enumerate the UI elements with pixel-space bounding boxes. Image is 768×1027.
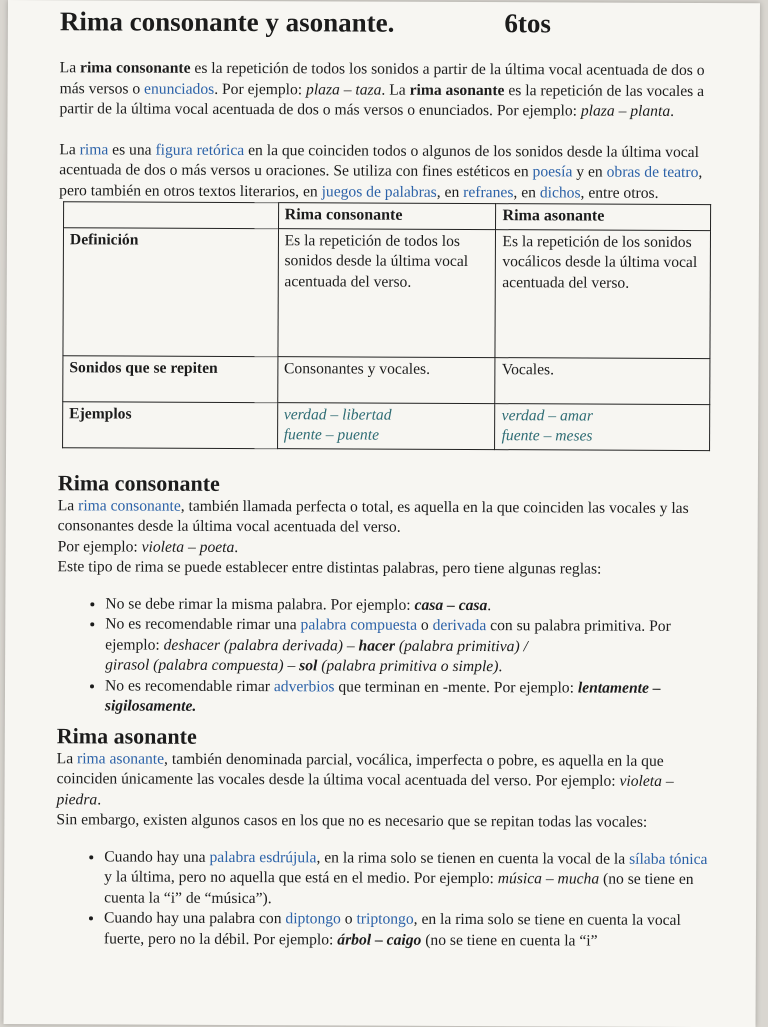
link-rima-asonante[interactable]: rima asonante <box>77 749 165 768</box>
text: y la última, pero no aquella que está en el medio. Por ejemplo: <box>104 868 498 888</box>
example-arbol-caigo: árbol – caigo <box>337 930 422 949</box>
text: Cuando hay una <box>104 847 210 866</box>
text: hacer <box>358 637 395 655</box>
list-item <box>105 594 717 617</box>
text: es la repetición de todos los sonidos a partir de la última vocal acentuada de dos o más versos o <box>59 59 705 98</box>
link-refranes[interactable]: refranes <box>463 183 514 201</box>
link-dichos[interactable]: dichos <box>539 183 581 201</box>
text: con su palabra primitiva. Por ejemplo: <box>105 617 671 654</box>
link-palabra-esdrujula[interactable]: palabra esdrújula <box>209 848 317 866</box>
text: , pero también en otros textos literarios, en <box>59 164 703 200</box>
page-title: Rima consonante y asonante. <box>59 6 395 38</box>
text: . La <box>381 81 410 99</box>
text: . <box>234 538 239 556</box>
asonante-paragraph <box>56 749 716 834</box>
link-triptongo[interactable]: triptongo <box>356 910 414 928</box>
example-violeta-piedra: violeta – piedra <box>56 772 674 808</box>
link-obras-de-teatro[interactable]: obras de teatro <box>606 163 699 182</box>
row-label: Ejemplos <box>63 401 278 448</box>
example-violeta-poeta: violeta – poeta <box>141 538 235 556</box>
text: (no se tiene en cuenta la “i” de “música”). <box>104 870 694 907</box>
document-content <box>56 6 720 952</box>
text: , en <box>513 183 540 201</box>
link-palabra-compuesta[interactable]: palabra compuesta <box>300 616 418 634</box>
text: La <box>56 749 78 767</box>
text: girasol <box>105 656 150 674</box>
example-link[interactable]: fuente – puente <box>283 426 380 444</box>
example-casa-casa: casa – casa <box>414 596 488 614</box>
text: o <box>416 616 433 634</box>
table-cell <box>495 403 710 450</box>
table-header-consonante: Rima consonante <box>278 203 496 229</box>
list-item <box>104 908 716 952</box>
text: No es recomendable rimar <box>104 676 274 695</box>
text: , entre otros. <box>580 184 659 202</box>
grade-label: 6tos <box>504 8 551 39</box>
example-link[interactable]: verdad – amar <box>501 406 593 425</box>
consonante-rules-list <box>57 594 718 720</box>
text: , en <box>436 183 464 201</box>
table-header-row <box>64 202 711 230</box>
table-cell: Consonantes y vocales. <box>277 356 495 403</box>
link-adverbios[interactable]: adverbios <box>273 677 335 695</box>
link-figura-retorica[interactable]: figura retórica <box>155 141 245 159</box>
text: (no se tiene en cuenta la “i” <box>421 931 598 950</box>
definition-paragraph <box>59 140 719 204</box>
text: . <box>97 790 102 808</box>
text: Por ejemplo: <box>57 537 142 556</box>
table-header-asonante: Rima asonante <box>496 204 711 230</box>
table-header-empty <box>64 202 279 228</box>
term-rima-asonante: rima asonante <box>409 81 505 99</box>
text: . Por ejemplo: <box>214 80 307 98</box>
row-label: Definición <box>63 227 278 356</box>
text: (palabra derivada) – <box>219 636 359 655</box>
table-cell <box>277 402 495 449</box>
example-lentamente: lentamente – sigilosamente. <box>104 678 661 715</box>
comparison-table <box>62 201 711 450</box>
text: deshacer <box>163 636 220 654</box>
list-item <box>105 614 717 678</box>
heading-rima-asonante: Rima asonante <box>56 722 197 749</box>
text: . <box>498 658 503 676</box>
text: La <box>59 59 81 77</box>
text: o <box>340 910 357 928</box>
text: en la que coinciden todos o algunos de los sonidos desde la última vocal acentuada de dos o más versos u oraciones. Se utiliza con fines estéticos en <box>59 141 700 181</box>
text: sol <box>299 657 318 675</box>
text: (palabra primitiva) / <box>394 637 528 655</box>
title-row <box>60 6 720 49</box>
text: es una <box>108 140 156 159</box>
table-row <box>63 227 711 358</box>
text: Cuando hay una palabra con <box>103 909 286 928</box>
text: , también llamada perfecta o total, es aquella en la que coinciden las vocales y las consonantes desde la última vocal acentuada del verso. <box>57 497 689 536</box>
text: (palabra primitiva o simple) <box>317 657 499 676</box>
text: que terminan en -mente. Por ejemplo: <box>334 677 578 696</box>
intro-paragraph <box>59 58 719 122</box>
text: . <box>487 596 492 614</box>
text: , también denominada parcial, vocálica, imperfecta o pobre, es aquella en la que coinciden únicamente las vocales desde la última vocal acentuada del verso. Por ejemplo: <box>56 750 664 790</box>
example-musica-mucha: música – mucha <box>497 870 600 888</box>
list-item <box>105 676 717 720</box>
asonante-rules-list <box>56 847 716 952</box>
text: es la repetición de las vocales a partir de la última vocal acentuada de dos o más versos o enunciados. Por ejemplo: <box>59 81 705 120</box>
text: , en la rima solo se tiene en cuenta la vocal fuerte, pero no la débil. Por ejemplo: <box>103 910 681 948</box>
link-enunciados[interactable]: enunciados <box>144 80 215 98</box>
link-silaba-tonica[interactable]: sílaba tónica <box>629 850 708 868</box>
row-label: Sonidos que se repiten <box>63 355 278 402</box>
list-item <box>104 847 716 911</box>
text: , en la rima solo se tienen en cuenta la vocal de la <box>316 848 630 868</box>
document-page <box>4 0 760 1027</box>
link-derivada[interactable]: derivada <box>432 616 487 635</box>
link-diptongo[interactable]: diptongo <box>285 910 341 928</box>
heading-rima-consonante: Rima consonante <box>57 469 220 496</box>
table-cell: Vocales. <box>495 357 710 404</box>
text: Este tipo de rima se puede establecer entre distintas palabras, pero tiene algunas reglas: <box>57 558 602 578</box>
text: La <box>57 496 79 514</box>
example-link[interactable]: verdad – libertad <box>283 405 392 424</box>
link-poesia[interactable]: poesía <box>532 163 573 181</box>
text: La <box>59 140 80 158</box>
text: Sin embargo, existen algunos casos en los que no es necesario que se repitan todas las vocales: <box>56 811 648 831</box>
table-row <box>63 355 710 404</box>
text: No se debe rimar la misma palabra. Por ejemplo: <box>105 594 415 614</box>
table-cell: Es la repetición de todos los sonidos desde la última vocal acentuada del verso. <box>278 228 496 357</box>
link-juegos-de-palabras[interactable]: juegos de palabras <box>321 182 437 201</box>
example-plaza-taza: plaza – taza <box>306 80 382 99</box>
text: No es recomendable rimar una <box>105 615 301 634</box>
text: . <box>670 102 675 120</box>
term-rima-consonante: rima consonante <box>80 59 191 77</box>
link-rima[interactable]: rima <box>79 140 109 158</box>
text: (palabra compuesta) – <box>149 656 300 675</box>
consonante-paragraph <box>57 496 717 581</box>
link-rima-consonante[interactable]: rima consonante <box>78 496 181 515</box>
table-row <box>63 401 710 450</box>
table-cell: Es la repetición de los sonidos vocálicos desde la última vocal acentuada del verso. <box>495 229 710 358</box>
example-link[interactable]: fuente – meses <box>501 427 593 445</box>
example-plaza-planta: plaza – planta <box>580 102 671 120</box>
text: y en <box>572 163 607 181</box>
